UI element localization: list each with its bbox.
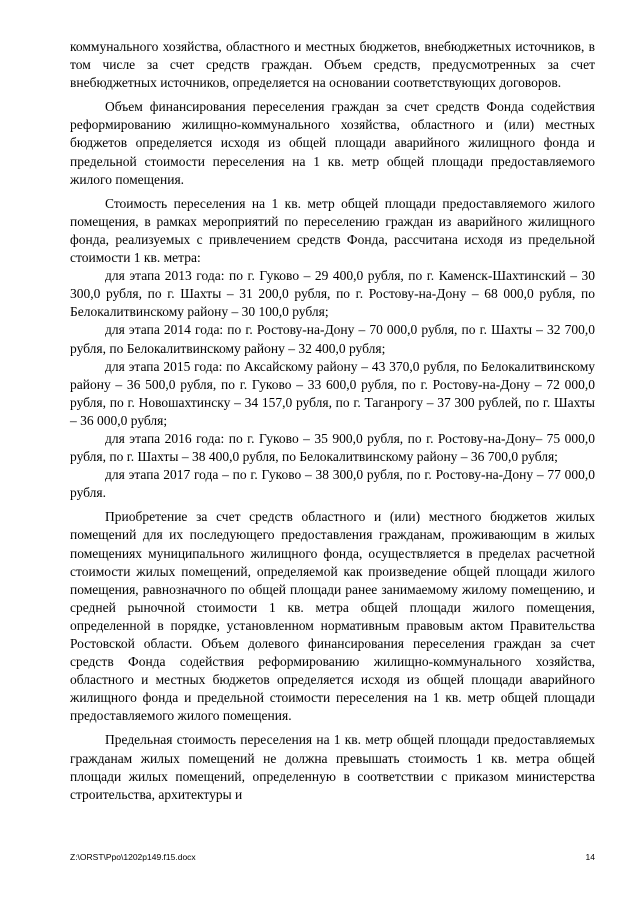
paragraph-stage-2017: для этапа 2017 года – по г. Гуково – 38 300,0 рубля, по г. Ростову-на-Дону – 77 000,0 рубля.	[70, 467, 595, 501]
paragraph-cost-per-sqm: Стоимость переселения на 1 кв. метр общей площади предоставляемого жилого помещения, в рамках мероприятий по переселению граждан из аварийного жилищного фонда, реализуемых с привлечением средств Фонда, рассчитана исходя из предельной стоимости 1 кв. метра:	[70, 195, 595, 266]
paragraph-stage-2016: для этапа 2016 года: по г. Гуково – 35 900,0 рубля, по г. Ростову-на-Дону– 75 000,0 рубля, по г. Шахты – 38 400,0 рубля, по Белокалитвинскому району – 36 700,0 рубля;	[70, 430, 595, 465]
paragraph-max-cost: Предельная стоимость переселения на 1 кв. метр общей площади предоставляемых гражданам жилых помещений не должна превышать стоимость 1 кв. метра общей площади жилых помещений, определенную в соответствии с приказом министерства строительства, архитектуры и	[70, 732, 595, 802]
document-body	[70, 38, 595, 810]
footer-file-path: Z:\ORST\Ppo\1202p149.f15.docx	[70, 852, 196, 862]
paragraph-housing-acquisition: Приобретение за счет средств областного и (или) местного бюджетов жилых помещений для их последующего предоставления гражданам, проживающим в жилых помещениях муниципального жилищного фонда, осуществляется в пределах расчетной стоимости жилых помещений, определяемой как произведение общей площади жилого помещения, равнозначного по общей площади ранее занимаемому жилому помещению, и средней рыночной стоимости 1 кв. метра общей площади жилого помещения, определенной в порядке, установленном нормативным правовым актом Правительства Ростовской области. Объем долевого финансирования переселения граждан за счет средств Фонда содействия реформированию жилищно-коммунального хозяйства, областного и местных бюджетов определяется исходя из общей площади аварийного жилищного фонда и предельной стоимости переселения на 1 кв. метр общей площади предоставляемого жилого помещения.	[70, 509, 595, 724]
footer-page-number: 14	[585, 852, 595, 862]
paragraph-stage-2015: для этапа 2015 года: по Аксайскому району – 43 370,0 рубля, по Белокалитвинскому району – 36 500,0 рубля, по г. Гуково – 33 600,0 рубля, по г. Ростову-на-Дону – 72 000,0 рубля, по г. Новошахтинску – 34 157,0 рубля, по г. Таганрогу – 37 300 рублей, по г. Шахты – 36 000,0 рубля;	[70, 358, 595, 428]
paragraph-funding-volume: Объем финансирования переселения граждан за счет средств Фонда содействия реформированию жилищно-коммунального хозяйства, областного и (или) местных бюджетов определяется исходя из общей площади аварийного жилищного фонда и предельной стоимости переселения на 1 кв. метр общей площади предоставляемого жилого помещения.	[70, 99, 595, 187]
paragraph-funding-sources: коммунального хозяйства, областного и местных бюджетов, внебюджетных источников, в том числе за счет средств граждан. Объем средств, предусмотренных за счет внебюджетных источников, определяется на основании соответствующих договоров.	[70, 39, 595, 91]
paragraph-stage-2013: для этапа 2013 года: по г. Гуково – 29 400,0 рубля, по г. Каменск-Шахтинский – 30 300,0 рубля, по г. Шахты – 31 200,0 рубля, по г. Ростову-на-Дону – 68 000,0 рубля, по Белокалитвинскому району – 30 100,0 рубля;	[70, 268, 595, 320]
paragraph-stage-2014: для этапа 2014 года: по г. Ростову-на-Дону – 70 000,0 рубля, по г. Шахты – 32 700,0 рубля, по Белокалитвинскому району – 32 400,0 рубля;	[70, 322, 595, 356]
